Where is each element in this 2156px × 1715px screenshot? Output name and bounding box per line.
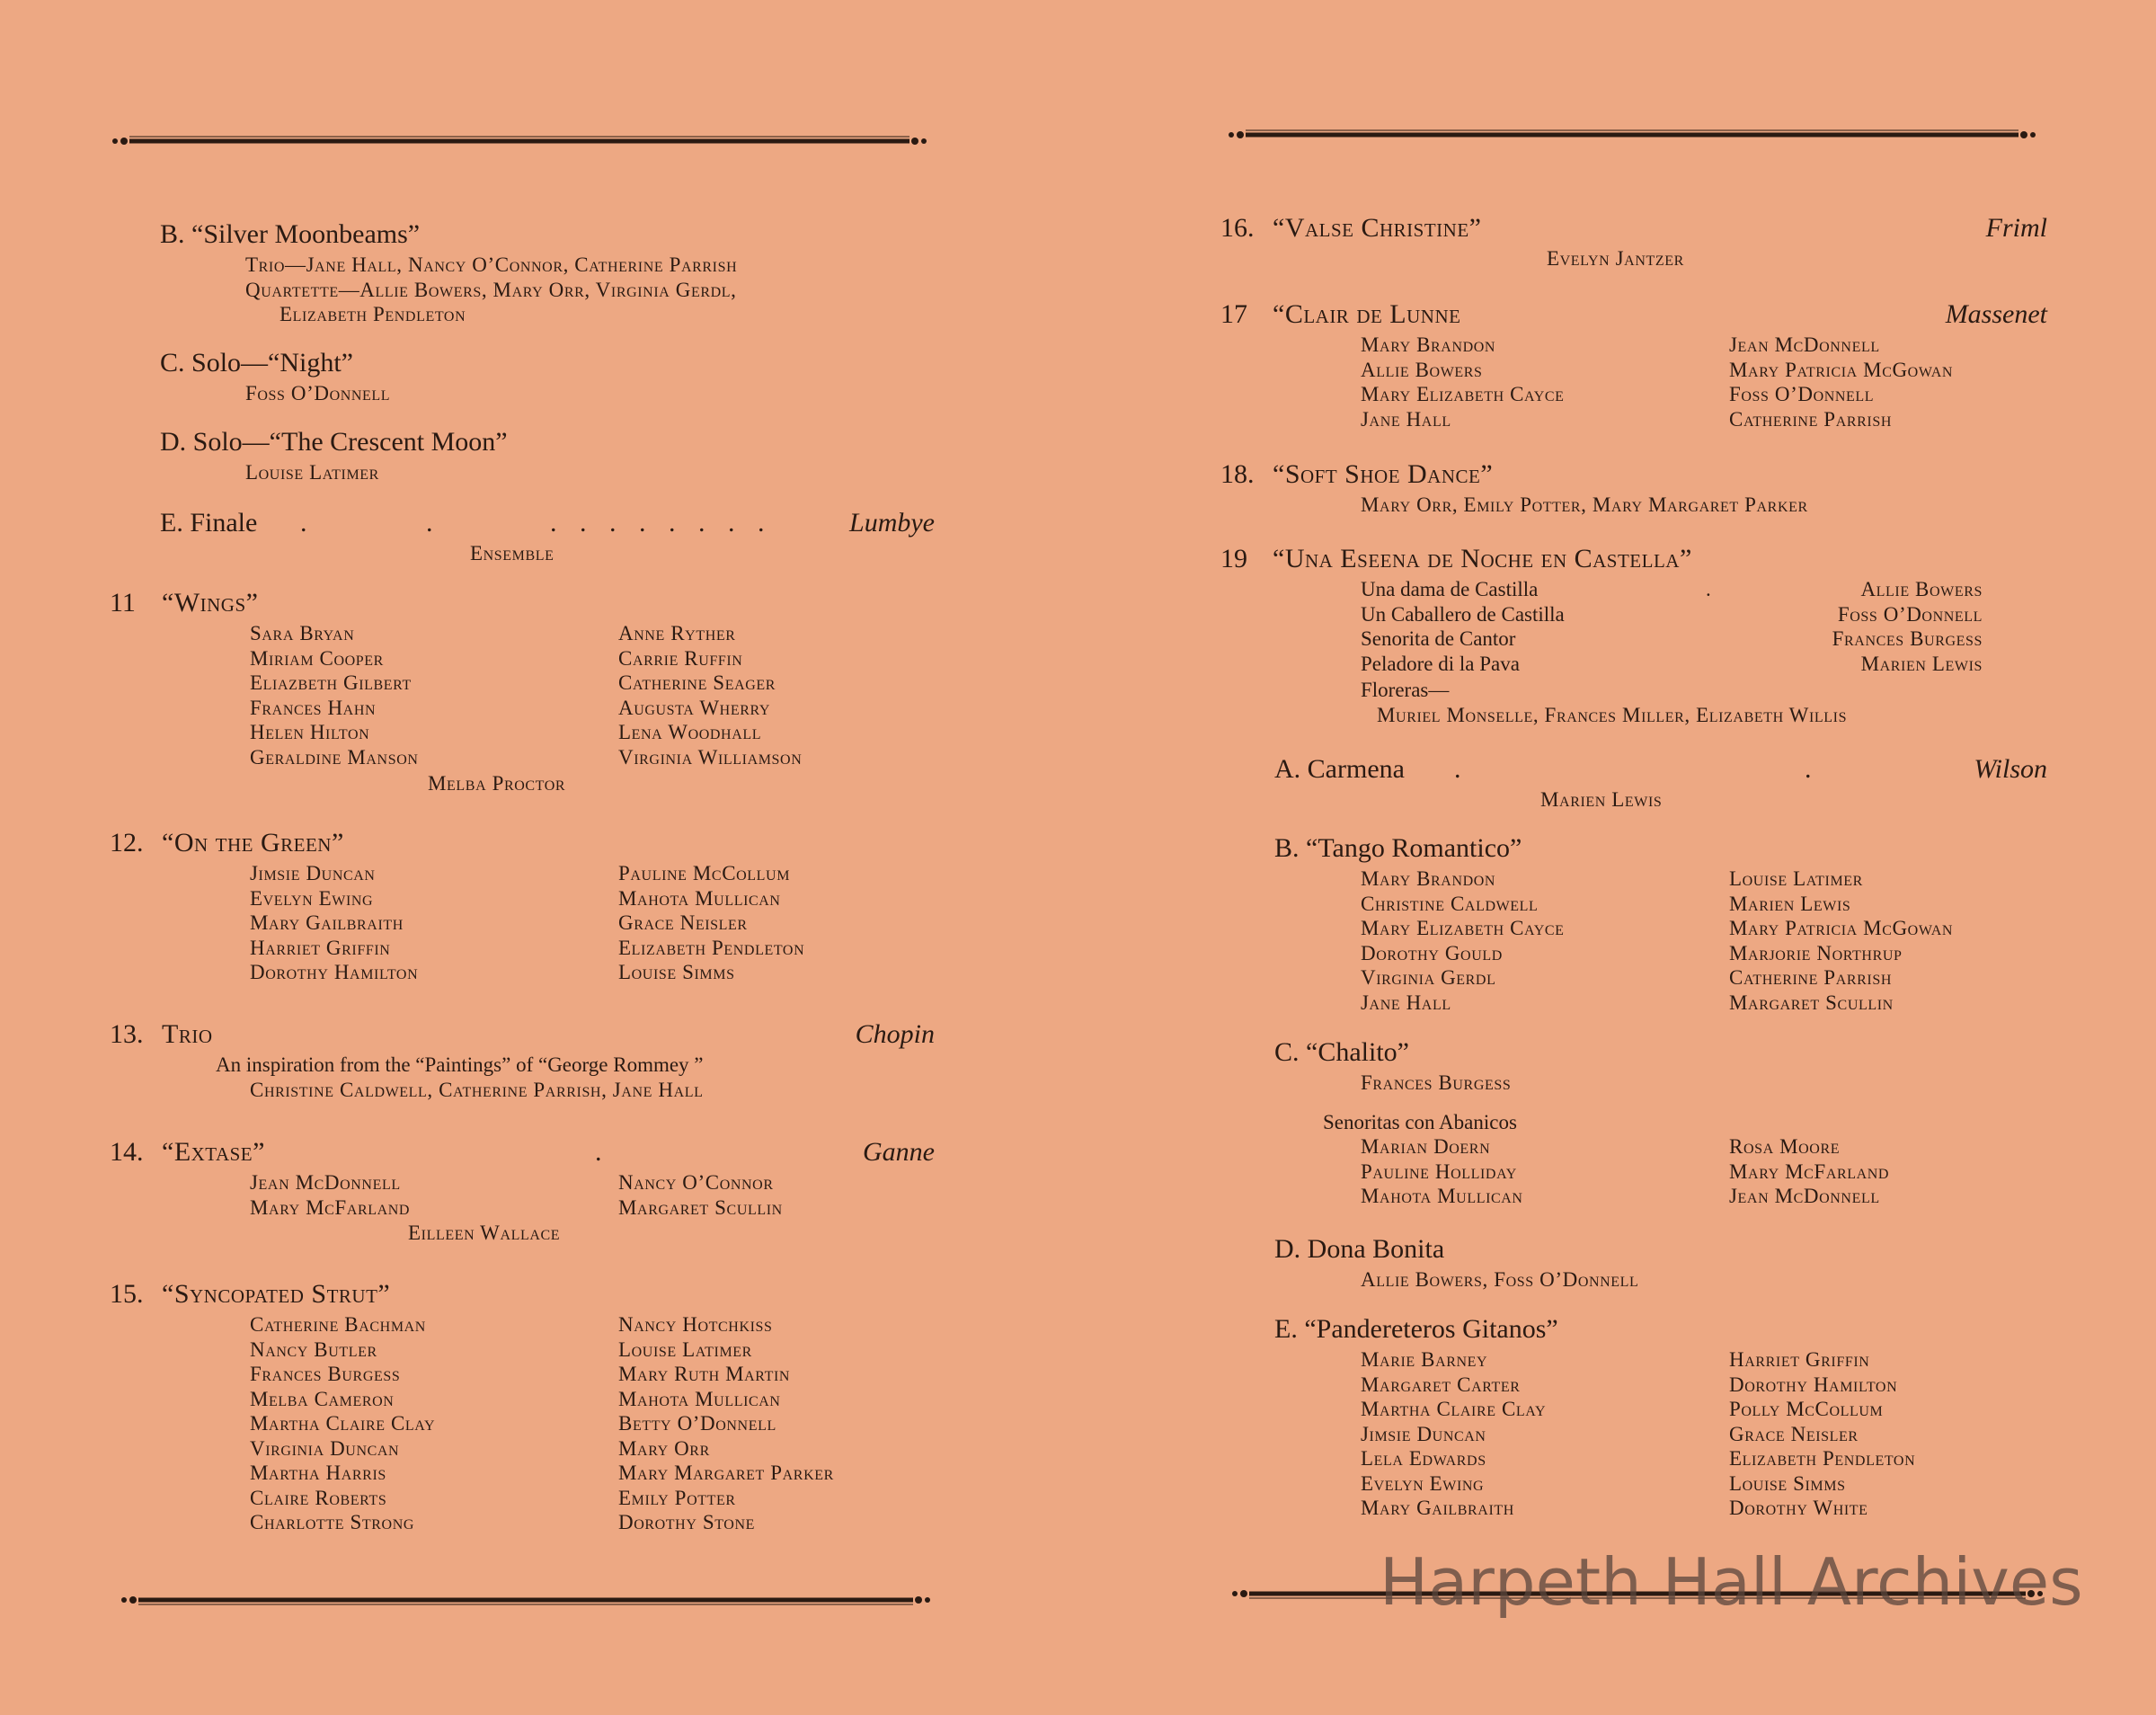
role-name: Senorita de Cantor [1361, 627, 1516, 650]
cast-name: Catherine Seager [618, 671, 776, 694]
item-c-chalito [1274, 1035, 2047, 1207]
cast-column-1 [250, 621, 419, 769]
cast-column-2 [618, 1312, 834, 1535]
performer: Evelyn Jantzer [1547, 247, 1684, 270]
composer: Wilson [1974, 754, 2047, 784]
leader-dot: . [1805, 754, 1812, 784]
performers: Allie Bowers, Foss O’Donnell [1361, 1268, 1639, 1291]
trio-line: Trio—Jane Hall, Nancy O’Connor, Catherine Parrish [245, 253, 738, 276]
cast-name: Mahota Mullican [618, 886, 781, 910]
item-title: “Wings” [162, 588, 259, 618]
cast-name: Polly McCollum [1729, 1398, 1884, 1420]
cast-name: Emily Potter [618, 1486, 736, 1509]
performer: Foss O’Donnell [245, 382, 391, 404]
item-label: E. “Pandereteros Gitanos” [1274, 1314, 1558, 1344]
cast-name: Mary Gailbraith [1361, 1497, 1514, 1519]
item-label: A. Carmena [1274, 754, 1405, 784]
cast-name: Jimsie Duncan [250, 862, 376, 884]
cast-name: Grace Neisler [618, 911, 748, 934]
cast-name: Lena Woodhall [618, 721, 762, 743]
role-name: Un Caballero de Castilla [1361, 602, 1565, 626]
item-label: B. “Tango Romantico” [1274, 833, 1522, 863]
cast-name: Eilleen Wallace [408, 1222, 561, 1244]
cast-name: Evelyn Ewing [250, 886, 374, 910]
composer: Ganne [863, 1137, 935, 1167]
item-11-wings [110, 585, 935, 796]
item-number: 12. [110, 828, 144, 858]
leader-dot: . [1706, 578, 1711, 600]
cast-name: Louise Latimer [618, 1337, 752, 1361]
cast-column-1 [1361, 1134, 1523, 1209]
cast-name: Louise Simms [618, 961, 735, 983]
cast-name: Foss O’Donnell [1729, 383, 1875, 405]
top-left-rule [110, 131, 929, 151]
item-number: 18. [1220, 459, 1255, 489]
cast-name: Nancy Butler [250, 1337, 377, 1361]
cast-name: Mary Patricia McGowan [1729, 917, 1954, 939]
cast-name: Marjorie Northrup [1729, 941, 1903, 964]
cast-name: Mary Elizabeth Cayce [1361, 917, 1565, 939]
cast-name: Catherine Parrish [1729, 407, 1892, 431]
cast-name: Mary Ruth Martin [618, 1363, 791, 1385]
item-label: B. “Silver Moonbeams” [160, 219, 421, 249]
performer: Frances Burgess [1361, 1071, 1512, 1094]
cast-name: Harriet Griffin [1729, 1348, 1870, 1371]
item-title: “Valse Christine” [1273, 213, 1482, 243]
cast-name: Jean McDonnell [1729, 1185, 1880, 1207]
cast-name: Margaret Scullin [618, 1195, 783, 1219]
performers: Mary Orr, Emily Potter, Mary Margaret Parker [1361, 493, 1808, 516]
cast-name: Melba Proctor [428, 772, 566, 795]
composer: Chopin [855, 1019, 935, 1049]
cast-name: Dorothy Hamilton [250, 961, 419, 983]
top-right-rule [1226, 125, 2038, 145]
cast-column-2 [618, 621, 802, 769]
cast-name: Mary Elizabeth Cayce [1361, 383, 1565, 405]
cast-column-1 [1361, 866, 1565, 1015]
cast-name: Mary McFarland [250, 1195, 411, 1219]
cast-name: Jimsie Duncan [1361, 1422, 1486, 1445]
cast-name: Margaret Scullin [1729, 991, 1894, 1014]
item-title: “Syncopated Strut” [162, 1279, 391, 1309]
cast-column-2 [618, 1170, 783, 1220]
cast-name: Marien Lewis [1860, 652, 1983, 675]
cast-name: Jane Hall [1361, 991, 1451, 1014]
cast-name: Geraldine Manson [250, 745, 419, 769]
item-title: “Soft Shoe Dance” [1273, 459, 1494, 489]
leader-dot: . [300, 508, 307, 538]
item-b-silver-moonbeams [160, 217, 935, 327]
item-17-clair-de-lunne [1220, 297, 2047, 431]
cast-name: Mahota Mullican [1361, 1185, 1523, 1207]
quartette-line: Quartette—Allie Bowers, Mary Orr, Virginia Gerdl, [245, 278, 737, 301]
cast-column-1 [1361, 1347, 1546, 1521]
cast-column-2 [1729, 333, 1953, 431]
cast-name: Marien Lewis [1729, 892, 1851, 915]
leader-dot: . [1454, 754, 1461, 784]
item-label: C. Solo—“Night” [160, 348, 353, 378]
item-number: 17 [1220, 299, 1247, 329]
leader-dot: . [426, 508, 433, 538]
cast-name: Martha Claire Clay [250, 1412, 436, 1435]
cast-name: Martha Harris [250, 1462, 386, 1484]
quartette-line-cont: Elizabeth Pendleton [279, 303, 466, 325]
cast-column-1 [250, 1312, 435, 1535]
cast-name: Claire Roberts [250, 1486, 387, 1509]
cast-name: Mahota Mullican [618, 1387, 781, 1410]
item-a-carmena [1274, 751, 2047, 813]
cast-name: Eliazbeth Gilbert [250, 671, 412, 694]
cast-name: Margaret Carter [1361, 1373, 1521, 1396]
cast-name: Mary McFarland [1729, 1160, 1890, 1183]
item-d-dona-bonita [1274, 1231, 2047, 1293]
cast-name: Dorothy Gould [1361, 941, 1503, 964]
cast-name: Grace Neisler [1729, 1422, 1859, 1445]
cast-column-1 [250, 861, 418, 985]
cast-name: Mary Orr [618, 1436, 710, 1460]
cast-name: Mary Patricia McGowan [1729, 358, 1954, 381]
cast-name: Marie Barney [1361, 1348, 1488, 1371]
item-18-soft-shoe-dance [1220, 457, 2047, 518]
cast-name: Jane Hall [1361, 407, 1451, 431]
role-name: Peladore di la Pava [1361, 652, 1520, 675]
cast-name: Dorothy White [1729, 1497, 1868, 1519]
cast-column-1 [1361, 333, 1565, 431]
item-number: 14. [110, 1137, 144, 1167]
item-e-pandereteros-gitanos [1274, 1311, 2047, 1519]
cast-name: Jean McDonnell [1729, 333, 1880, 356]
item-title: “On the Green” [162, 828, 344, 858]
cast-name: Allie Bowers [1860, 578, 1983, 600]
cast-name: Carrie Ruffin [618, 646, 743, 670]
role-name: Una dama de Castilla [1361, 578, 1539, 600]
cast-name: Miriam Cooper [250, 646, 384, 670]
sub-group-label: Senoritas con Abanicos [1323, 1110, 1517, 1133]
cast-name: Louise Latimer [1729, 867, 1863, 890]
cast-column-2 [1729, 1347, 1915, 1521]
performer: Marien Lewis [1540, 788, 1663, 811]
cast-name: Foss O’Donnell [1837, 602, 1983, 626]
item-title: Trio [162, 1019, 213, 1049]
cast-name: Mary Gailbraith [250, 911, 404, 934]
cast-name: Virginia Gerdl [1361, 966, 1496, 989]
cast-column-2 [618, 861, 804, 985]
item-13-trio [110, 1017, 935, 1102]
cast-name: Mary Brandon [1361, 333, 1496, 356]
cast-name: Elizabeth Pendleton [1729, 1447, 1916, 1470]
item-number: 13. [110, 1019, 144, 1049]
leader-dot: . [595, 1137, 602, 1167]
cast-name: Dorothy Stone [618, 1511, 755, 1533]
role-column [1361, 577, 1565, 676]
item-title: “Una Eseena de Noche en Castella” [1273, 544, 1692, 573]
cast-name: Frances Burgess [1832, 627, 1983, 650]
cast-name: Pauline Holliday [1361, 1160, 1517, 1183]
cast-name: Frances Hahn [250, 696, 377, 719]
cast-name: Melba Cameron [250, 1387, 395, 1410]
cast-name: Christine Caldwell [1361, 892, 1539, 915]
item-label: E. Finale [160, 508, 258, 538]
composer: Lumbye [849, 508, 935, 538]
performer: Ensemble [470, 542, 555, 564]
cast-name: Sara Bryan [250, 622, 355, 644]
cast-name: Evelyn Ewing [1361, 1471, 1485, 1495]
cast-name: Charlotte Strong [250, 1511, 415, 1533]
item-b-tango-romantico [1274, 831, 2047, 1014]
item-number: 16. [1220, 213, 1255, 243]
cast-name: Pauline McCollum [618, 862, 791, 884]
cast-column-2 [1729, 1134, 1889, 1209]
item-12-on-the-green [110, 825, 935, 983]
item-c-night [160, 345, 935, 406]
cast-name: Martha Claire Clay [1361, 1398, 1547, 1420]
cast-name: Dorothy Hamilton [1729, 1373, 1898, 1396]
cast-name: Catherine Parrish [1729, 966, 1892, 989]
item-description: An inspiration from the “Paintings” of “George Rommey ” [216, 1053, 704, 1076]
floreras-names: Muriel Monselle, Frances Miller, Elizabeth Willis [1377, 703, 1848, 726]
cast-name: Virginia Williamson [618, 745, 803, 769]
item-number: 19 [1220, 544, 1247, 573]
item-label: C. “Chalito” [1274, 1037, 1409, 1067]
item-19-una-eseena [1220, 541, 2047, 727]
performer: Louise Latimer [245, 461, 379, 484]
item-e-finale [160, 505, 935, 566]
item-16-valse-christine [1220, 210, 2047, 271]
actor-column [1832, 577, 1983, 676]
composer: Friml [1985, 213, 2047, 243]
archive-watermark: Harpeth Hall Archives [1380, 1544, 2083, 1620]
cast-column-1 [250, 1170, 410, 1220]
cast-name: Mary Brandon [1361, 867, 1496, 890]
cast-name: Harriet Griffin [250, 936, 391, 959]
item-title: “Extase” [162, 1137, 265, 1167]
cast-name: Marian Doern [1361, 1135, 1491, 1158]
item-15-syncopated-strut [110, 1276, 935, 1533]
cast-name: Nancy O’Connor [618, 1171, 774, 1194]
cast-column-2 [1729, 866, 1953, 1015]
cast-name: Betty O’Donnell [618, 1412, 776, 1435]
performers: Christine Caldwell, Catherine Parrish, Jane Hall [250, 1078, 704, 1101]
item-label: D. Dona Bonita [1274, 1234, 1445, 1264]
cast-name: Mary Margaret Parker [618, 1462, 834, 1484]
cast-name: Rosa Moore [1729, 1135, 1841, 1158]
cast-name: Louise Simms [1729, 1471, 1846, 1495]
cast-name: Helen Hilton [250, 721, 370, 743]
item-d-crescent-moon [160, 424, 935, 485]
item-label: D. Solo—“The Crescent Moon” [160, 427, 508, 457]
item-14-extase [110, 1134, 935, 1246]
cast-name: Anne Ryther [618, 622, 736, 644]
cast-name: Augusta Wherry [618, 696, 771, 719]
leader-dots: . . . . . . . . [550, 508, 765, 538]
composer: Massenet [1945, 299, 2047, 329]
cast-name: Jean McDonnell [250, 1171, 401, 1194]
cast-name: Virginia Duncan [250, 1436, 400, 1460]
cast-name: Lela Edwards [1361, 1447, 1486, 1470]
cast-name: Nancy Hotchkiss [618, 1313, 773, 1336]
bottom-left-rule [119, 1590, 933, 1610]
item-number: 15. [110, 1279, 144, 1309]
item-title: “Clair de Lunne [1273, 299, 1461, 329]
cast-name: Frances Burgess [250, 1363, 401, 1385]
item-number: 11 [110, 588, 136, 618]
cast-name: Catherine Bachman [250, 1313, 426, 1336]
cast-name: Elizabeth Pendleton [618, 936, 805, 959]
floreras-label: Floreras— [1361, 679, 1450, 701]
cast-name: Allie Bowers [1361, 358, 1483, 381]
